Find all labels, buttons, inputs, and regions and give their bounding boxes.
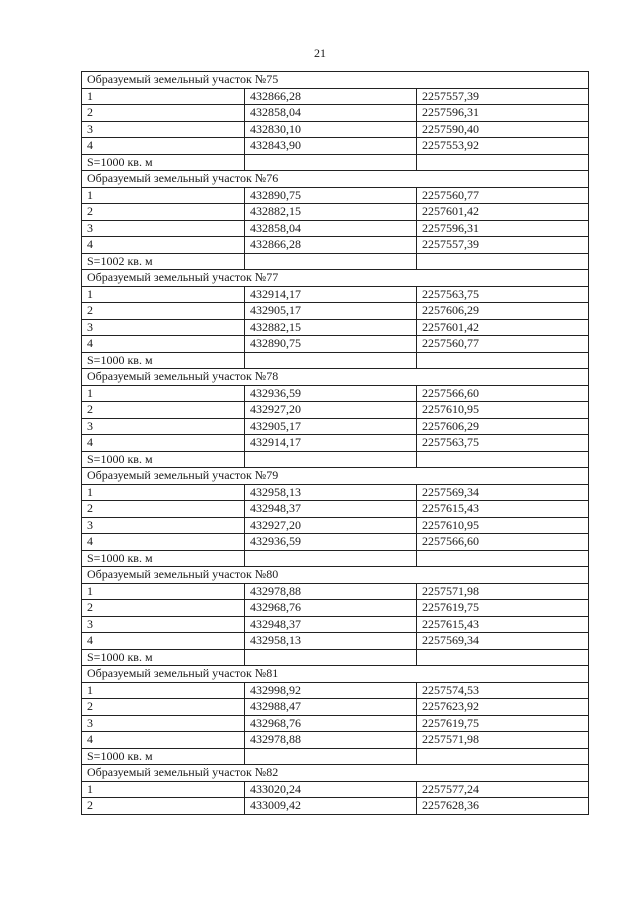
point-number: 1 bbox=[82, 583, 245, 600]
point-row bbox=[82, 732, 589, 749]
point-row bbox=[82, 435, 589, 452]
plot-title: Образуемый земельный участок №79 bbox=[82, 468, 589, 485]
area-row bbox=[82, 253, 589, 270]
empty-cell bbox=[417, 154, 589, 171]
point-row bbox=[82, 781, 589, 798]
point-number: 2 bbox=[82, 402, 245, 419]
point-x-coordinate: 433020,24 bbox=[245, 781, 417, 798]
point-x-coordinate: 432948,37 bbox=[245, 616, 417, 633]
point-y-coordinate: 2257601,42 bbox=[417, 319, 589, 336]
point-x-coordinate: 432882,15 bbox=[245, 204, 417, 221]
empty-cell bbox=[245, 649, 417, 666]
point-x-coordinate: 432978,88 bbox=[245, 583, 417, 600]
point-x-coordinate: 432988,47 bbox=[245, 699, 417, 716]
point-x-coordinate: 432914,17 bbox=[245, 435, 417, 452]
empty-cell bbox=[417, 253, 589, 270]
plot-title-row bbox=[82, 270, 589, 287]
point-y-coordinate: 2257623,92 bbox=[417, 699, 589, 716]
point-number: 4 bbox=[82, 732, 245, 749]
plot-area: S=1000 кв. м bbox=[82, 748, 245, 765]
plot-area: S=1000 кв. м bbox=[82, 352, 245, 369]
point-x-coordinate: 432905,17 bbox=[245, 303, 417, 320]
point-y-coordinate: 2257596,31 bbox=[417, 220, 589, 237]
empty-cell bbox=[245, 451, 417, 468]
empty-cell bbox=[245, 748, 417, 765]
empty-cell bbox=[245, 154, 417, 171]
point-row bbox=[82, 319, 589, 336]
plot-title-row bbox=[82, 468, 589, 485]
point-y-coordinate: 2257619,75 bbox=[417, 715, 589, 732]
plot-title: Образуемый земельный участок №81 bbox=[82, 666, 589, 683]
point-row bbox=[82, 534, 589, 551]
point-y-coordinate: 2257560,77 bbox=[417, 336, 589, 353]
point-y-coordinate: 2257601,42 bbox=[417, 204, 589, 221]
page-number: 21 bbox=[314, 46, 326, 60]
point-y-coordinate: 2257615,43 bbox=[417, 616, 589, 633]
point-y-coordinate: 2257619,75 bbox=[417, 600, 589, 617]
point-y-coordinate: 2257610,95 bbox=[417, 517, 589, 534]
plot-title: Образуемый земельный участок №82 bbox=[82, 765, 589, 782]
point-x-coordinate: 432858,04 bbox=[245, 105, 417, 122]
point-row bbox=[82, 715, 589, 732]
point-number: 4 bbox=[82, 435, 245, 452]
point-y-coordinate: 2257606,29 bbox=[417, 418, 589, 435]
point-number: 4 bbox=[82, 534, 245, 551]
area-row bbox=[82, 154, 589, 171]
point-row bbox=[82, 798, 589, 815]
plot-title: Образуемый земельный участок №77 bbox=[82, 270, 589, 287]
point-x-coordinate: 432927,20 bbox=[245, 517, 417, 534]
empty-cell bbox=[245, 253, 417, 270]
empty-cell bbox=[417, 352, 589, 369]
point-x-coordinate: 432968,76 bbox=[245, 600, 417, 617]
coordinates-table-body bbox=[82, 72, 589, 815]
plot-title-row bbox=[82, 369, 589, 386]
point-number: 1 bbox=[82, 286, 245, 303]
point-y-coordinate: 2257577,24 bbox=[417, 781, 589, 798]
point-x-coordinate: 432866,28 bbox=[245, 237, 417, 254]
point-number: 3 bbox=[82, 616, 245, 633]
point-row bbox=[82, 418, 589, 435]
point-number: 3 bbox=[82, 121, 245, 138]
empty-cell bbox=[245, 352, 417, 369]
point-row bbox=[82, 517, 589, 534]
area-row bbox=[82, 352, 589, 369]
point-number: 3 bbox=[82, 715, 245, 732]
plot-title-row bbox=[82, 72, 589, 89]
point-number: 4 bbox=[82, 237, 245, 254]
point-x-coordinate: 432968,76 bbox=[245, 715, 417, 732]
plot-title-row bbox=[82, 567, 589, 584]
point-row bbox=[82, 138, 589, 155]
plot-title-row bbox=[82, 765, 589, 782]
point-number: 4 bbox=[82, 336, 245, 353]
point-y-coordinate: 2257596,31 bbox=[417, 105, 589, 122]
point-y-coordinate: 2257563,75 bbox=[417, 286, 589, 303]
point-number: 2 bbox=[82, 501, 245, 518]
area-row bbox=[82, 748, 589, 765]
point-row bbox=[82, 336, 589, 353]
point-number: 2 bbox=[82, 105, 245, 122]
point-x-coordinate: 432890,75 bbox=[245, 336, 417, 353]
point-number: 1 bbox=[82, 484, 245, 501]
point-y-coordinate: 2257606,29 bbox=[417, 303, 589, 320]
point-x-coordinate: 432958,13 bbox=[245, 484, 417, 501]
point-x-coordinate: 432936,59 bbox=[245, 534, 417, 551]
point-x-coordinate: 433009,42 bbox=[245, 798, 417, 815]
area-row bbox=[82, 550, 589, 567]
point-row bbox=[82, 633, 589, 650]
point-y-coordinate: 2257553,92 bbox=[417, 138, 589, 155]
plot-area: S=1000 кв. м bbox=[82, 649, 245, 666]
area-row bbox=[82, 649, 589, 666]
point-number: 2 bbox=[82, 699, 245, 716]
point-x-coordinate: 432958,13 bbox=[245, 633, 417, 650]
point-y-coordinate: 2257566,60 bbox=[417, 534, 589, 551]
point-x-coordinate: 432905,17 bbox=[245, 418, 417, 435]
point-y-coordinate: 2257557,39 bbox=[417, 88, 589, 105]
point-number: 1 bbox=[82, 187, 245, 204]
point-x-coordinate: 432998,92 bbox=[245, 682, 417, 699]
point-row bbox=[82, 600, 589, 617]
point-row bbox=[82, 204, 589, 221]
empty-cell bbox=[417, 649, 589, 666]
point-number: 2 bbox=[82, 798, 245, 815]
point-x-coordinate: 432927,20 bbox=[245, 402, 417, 419]
point-row bbox=[82, 286, 589, 303]
point-row bbox=[82, 121, 589, 138]
empty-cell bbox=[245, 550, 417, 567]
point-row bbox=[82, 402, 589, 419]
point-y-coordinate: 2257560,77 bbox=[417, 187, 589, 204]
point-x-coordinate: 432890,75 bbox=[245, 187, 417, 204]
point-number: 2 bbox=[82, 600, 245, 617]
empty-cell bbox=[417, 748, 589, 765]
point-y-coordinate: 2257571,98 bbox=[417, 583, 589, 600]
point-number: 3 bbox=[82, 517, 245, 534]
point-number: 1 bbox=[82, 88, 245, 105]
point-y-coordinate: 2257569,34 bbox=[417, 484, 589, 501]
point-y-coordinate: 2257574,53 bbox=[417, 682, 589, 699]
plot-title-row bbox=[82, 171, 589, 188]
point-y-coordinate: 2257590,40 bbox=[417, 121, 589, 138]
point-y-coordinate: 2257615,43 bbox=[417, 501, 589, 518]
point-x-coordinate: 432830,10 bbox=[245, 121, 417, 138]
point-number: 3 bbox=[82, 220, 245, 237]
point-y-coordinate: 2257628,36 bbox=[417, 798, 589, 815]
point-x-coordinate: 432858,04 bbox=[245, 220, 417, 237]
empty-cell bbox=[417, 451, 589, 468]
area-row bbox=[82, 451, 589, 468]
point-x-coordinate: 432882,15 bbox=[245, 319, 417, 336]
point-number: 1 bbox=[82, 781, 245, 798]
point-row bbox=[82, 682, 589, 699]
plot-area: S=1000 кв. м bbox=[82, 451, 245, 468]
point-row bbox=[82, 484, 589, 501]
point-y-coordinate: 2257610,95 bbox=[417, 402, 589, 419]
plot-title: Образуемый земельный участок №75 bbox=[82, 72, 589, 89]
plot-area: S=1002 кв. м bbox=[82, 253, 245, 270]
plot-area: S=1000 кв. м bbox=[82, 550, 245, 567]
point-x-coordinate: 432866,28 bbox=[245, 88, 417, 105]
empty-cell bbox=[417, 550, 589, 567]
plot-area: S=1000 кв. м bbox=[82, 154, 245, 171]
point-x-coordinate: 432948,37 bbox=[245, 501, 417, 518]
point-row bbox=[82, 105, 589, 122]
point-row bbox=[82, 88, 589, 105]
point-number: 1 bbox=[82, 385, 245, 402]
point-y-coordinate: 2257571,98 bbox=[417, 732, 589, 749]
point-x-coordinate: 432936,59 bbox=[245, 385, 417, 402]
point-y-coordinate: 2257569,34 bbox=[417, 633, 589, 650]
point-y-coordinate: 2257563,75 bbox=[417, 435, 589, 452]
point-number: 3 bbox=[82, 319, 245, 336]
point-row bbox=[82, 220, 589, 237]
point-y-coordinate: 2257566,60 bbox=[417, 385, 589, 402]
point-number: 3 bbox=[82, 418, 245, 435]
point-row bbox=[82, 303, 589, 320]
point-number: 4 bbox=[82, 633, 245, 650]
point-y-coordinate: 2257557,39 bbox=[417, 237, 589, 254]
point-number: 4 bbox=[82, 138, 245, 155]
point-row bbox=[82, 699, 589, 716]
point-row bbox=[82, 501, 589, 518]
point-row bbox=[82, 237, 589, 254]
coordinates-table bbox=[81, 71, 589, 815]
plot-title: Образуемый земельный участок №76 bbox=[82, 171, 589, 188]
plot-title-row bbox=[82, 666, 589, 683]
point-number: 1 bbox=[82, 682, 245, 699]
point-number: 2 bbox=[82, 204, 245, 221]
point-number: 2 bbox=[82, 303, 245, 320]
point-x-coordinate: 432843,90 bbox=[245, 138, 417, 155]
point-row bbox=[82, 583, 589, 600]
point-row bbox=[82, 187, 589, 204]
point-x-coordinate: 432914,17 bbox=[245, 286, 417, 303]
point-row bbox=[82, 616, 589, 633]
plot-title: Образуемый земельный участок №78 bbox=[82, 369, 589, 386]
plot-title: Образуемый земельный участок №80 bbox=[82, 567, 589, 584]
point-row bbox=[82, 385, 589, 402]
point-x-coordinate: 432978,88 bbox=[245, 732, 417, 749]
